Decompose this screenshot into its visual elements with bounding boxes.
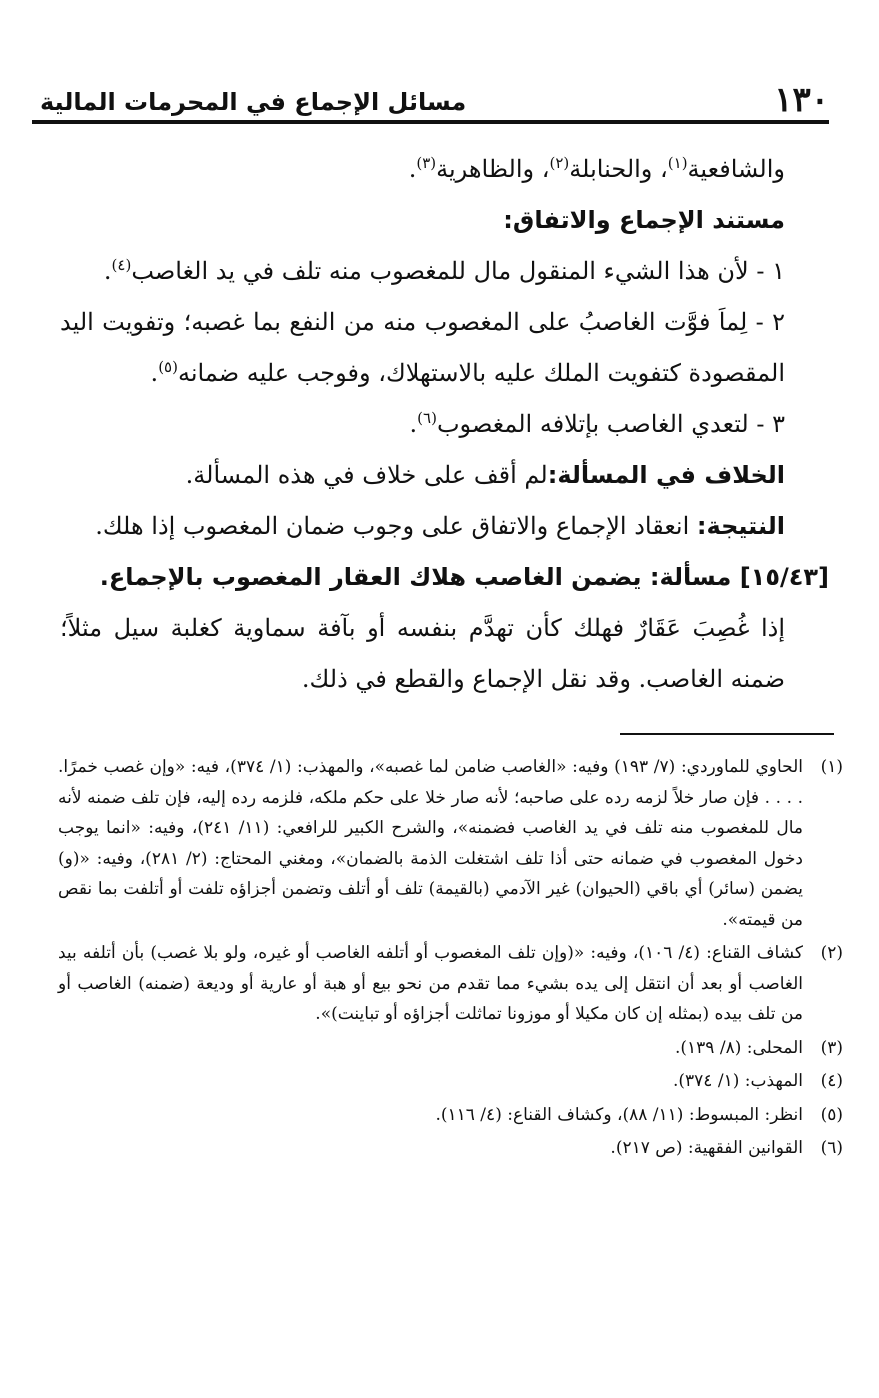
text-span: . [103, 257, 112, 285]
page-header [32, 76, 829, 124]
result-line [60, 501, 829, 552]
footnote-2 [58, 938, 843, 1030]
footnote-separator [620, 733, 834, 735]
footnote-text: كشاف القناع: (٤/ ١٠٦)، وفيه: «(وإن تلف المغصوب أو أتلفه الغاصب أو غيره، ولو بلا غصب) بأن أتلفه بيد الغاصب أو بعد أن انتقل إلى يده بشيء مما تقدم من نحو بيع أو هبة أو عارية أو وديعة (ضمنه) الغاصب أو من تلف بيده (بمثله إن كان مكيلا أو موزونا تماثلت أجزاؤه أو تباينت)». [58, 943, 803, 1024]
footnote-text: القوانين الفقهية: (ص ٢١٧). [610, 1138, 803, 1158]
footnote-4 [58, 1066, 843, 1097]
footnote-ref[interactable]: (٦) [417, 409, 437, 427]
footnote-number: (٦) [820, 1138, 843, 1158]
result-text: انعقاد الإجماع والاتفاق على وجوب ضمان المغصوب إذا هلك. [95, 512, 690, 540]
footnote-3 [58, 1033, 843, 1064]
issue-number: [١٥/٤٣] [739, 563, 829, 591]
footnote-text: الحاوي للماوردي: (٧/ ١٩٣) وفيه: «الغاصب ضامن لما غصبه»، والمهذب: (١/ ٣٧٤)، فيه: «وإن غصب خمرًا. . . . . فإن صار خلاً لزمه رده على صاحبه؛ لأنه صار خلا على حكم ملكه، فلزمه رده إليه، فإن تلف ضمنه لأنه مال للمغصوب منه تلف في يد الغاصب فضمنه»، والشرح الكبير للرافعي: (١١/ ٢٤١)، وفيه: «انما يوجب دخول المغصوب في ضمانه حتى أذا تلف اشتغلت الذمة بالضمان»، ومغني المحتاج: (٢/ ٢٨١)، وفيه: «(و) يضمن (سائر) أي باقي (الحيوان) غير الآدمي (بالقيمة) تلف أو أتلف وتضمن أجزاؤه تلفت أو أتلفت بما نقص من قيمته». [58, 757, 804, 930]
text-span: ٢ - لِماَ فوَّت الغاصبُ على المغصوب منه من النفع بما غصبه؛ وتفويت اليد المقصودة كتفويت الملك عليه بالاستهلاك، وفوجب عليه ضمانه [60, 308, 785, 387]
text-span: ، والظاهرية [436, 155, 550, 183]
footnote-1 [58, 752, 843, 935]
basis-heading: مستند الإجماع والاتفاق: [503, 206, 785, 234]
issue-paragraph: إذا غُصِبَ عَقَارٌ فهلك كأن تهدَّم بنفسه أو بآفة سماوية كغلبة سيل مثلاً؛ ضمنه الغاصب. وقد نقل الإجماع والقطع في ذلك. [60, 614, 785, 693]
footnote-ref[interactable]: (٤) [111, 256, 132, 274]
footnote-number: (٢) [820, 943, 843, 963]
text-span: ، والحنابلة [569, 155, 668, 183]
footnote-5 [58, 1100, 843, 1131]
reason-3 [60, 399, 829, 450]
text-span: والشافعية [687, 155, 785, 183]
issue-title: مسألة: يضمن الغاصب هلاك العقار المغصوب بالإجماع. [99, 563, 732, 591]
dispute-label: الخلاف في المسألة: [547, 461, 785, 489]
footnote-ref[interactable]: (٥) [158, 358, 178, 376]
footnote-number: (٣) [820, 1037, 843, 1058]
dispute-text: لم أقف على خلاف في هذه المسألة. [185, 461, 548, 489]
text-span: . [150, 359, 159, 387]
running-title: مسائل الإجماع في المحرمات المالية [40, 88, 467, 116]
dispute-line [60, 450, 829, 501]
reason-2 [60, 297, 829, 399]
text-span: ١ - لأن هذا الشيء المنقول مال للمغصوب منه تلف في يد الغاصب [131, 257, 785, 285]
page-number: ١٣٠ [774, 80, 829, 120]
main-text [60, 144, 829, 705]
text-span: . [409, 410, 418, 438]
footnotes [58, 752, 843, 1167]
footnote-ref[interactable]: (٢) [549, 154, 570, 172]
text-span: . [408, 155, 417, 183]
footnote-text: انظر: المبسوط: (١١/ ٨٨)، وكشاف القناع: (٤/ ١١٦). [435, 1104, 803, 1125]
footnote-text: المحلى: (٨/ ١٣٩). [675, 1037, 803, 1058]
reason-1 [60, 246, 829, 297]
issue-heading [60, 552, 829, 603]
text-span: ٣ - لتعدي الغاصب بإتلافه المغصوب [436, 410, 785, 438]
footnote-text: المهذب: (١/ ٣٧٤). [673, 1071, 803, 1091]
schools-line [60, 144, 829, 195]
footnote-6 [58, 1133, 843, 1164]
result-label: النتيجة: [696, 512, 785, 540]
footnote-ref[interactable]: (١) [667, 154, 688, 172]
footnote-number: (١) [820, 757, 843, 777]
footnote-number: (٤) [820, 1071, 843, 1091]
footnote-ref[interactable]: (٣) [416, 154, 437, 172]
footnote-number: (٥) [820, 1104, 843, 1125]
